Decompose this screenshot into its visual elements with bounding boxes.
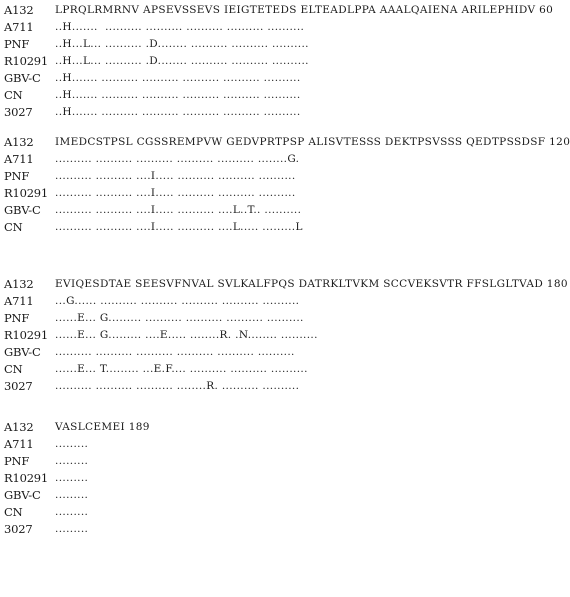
sequence-label: R10291 [4,471,49,485]
alignment-row [4,293,300,310]
alignment-row [4,151,300,168]
alignment-row [4,521,89,538]
sequence-label: PNF [4,311,30,325]
sequence-text: ......... [55,472,89,484]
alignment-row [4,310,304,327]
sequence-text: ......... [55,455,89,467]
sequence-text: ......... [55,523,89,535]
sequence-text: ..H...L... .......... .D........ .......... .......... .......... [55,55,309,67]
alignment-row [4,53,309,70]
sequence-label: GBV-C [4,345,41,359]
alignment-row [4,87,301,104]
alignment-row [4,185,296,202]
sequence-label: R10291 [4,186,49,200]
alignment-row [4,487,89,504]
alignment-row [4,70,301,87]
alignment-row [4,104,301,121]
sequence-text: ...G...... .......... .......... .......... .......... .......... [55,295,300,307]
alignment-row [4,134,570,151]
sequence-label: A132 [4,135,34,149]
sequence-text: .......... .......... .......... .......... .......... .......... [55,346,295,358]
alignment-row [4,327,318,344]
sequence-text: IMEDCSTPSL CGSSREMPVW GEDVPRTPSP ALISVTESSS DEKTPSVSSS QEDTPSSDSF 120 [55,136,570,148]
sequence-label: GBV-C [4,203,41,217]
alignment-row [4,202,302,219]
sequence-label: CN [4,88,23,102]
sequence-text: ......... [55,506,89,518]
sequence-text: ..H....... .......... .......... .......... .......... .......... [55,89,301,101]
alignment-row [4,504,89,521]
sequence-label: A132 [4,420,34,434]
sequence-text: VASLCEMEI 189 [55,421,150,433]
alignment-row [4,453,89,470]
sequence-label: R10291 [4,328,49,342]
sequence-text: .......... .......... .......... ........R. .......... .......... [55,380,300,392]
alignment-row [4,436,89,453]
sequence-text: ......E... G......... ....E..... ........R. .N........ .......... [55,329,318,341]
sequence-label: A711 [4,294,34,308]
sequence-label: CN [4,362,23,376]
sequence-text: ......E... T......... ...E.F.... .......... .......... .......... [55,363,308,375]
sequence-text: .......... .......... ....I..... .......... .......... .......... [55,187,296,199]
sequence-text: ......E... G......... .......... .......... .......... .......... [55,312,304,324]
sequence-label: GBV-C [4,488,41,502]
alignment-row [4,168,296,185]
sequence-label: 3027 [4,522,33,536]
sequence-label: R10291 [4,54,49,68]
sequence-text: .......... .......... .......... .......... .......... ........G. [55,153,300,165]
sequence-label: CN [4,220,23,234]
alignment-row [4,378,300,395]
alignment-row [4,361,308,378]
sequence-text: ......... [55,438,89,450]
sequence-label: A711 [4,20,34,34]
sequence-label: A132 [4,3,34,17]
sequence-text: ..H....... .......... .......... .......... .......... .......... [55,72,301,84]
alignment-row [4,419,150,436]
alignment-row [4,2,554,19]
sequence-text: ......... [55,489,89,501]
sequence-label: A711 [4,152,34,166]
sequence-label: PNF [4,454,30,468]
sequence-label: A132 [4,277,34,291]
sequence-text: .......... .......... ....I..... .......... ....L..... .........L [55,221,303,233]
sequence-text: ..H...L... .......... .D........ .......... .......... .......... [55,38,309,50]
sequence-label: PNF [4,37,30,51]
sequence-text: ..H....... .......... .......... .......... .......... .......... [55,21,305,33]
sequence-text: .......... .......... ....I..... .......... .......... .......... [55,170,296,182]
sequence-label: GBV-C [4,71,41,85]
sequence-text: .......... .......... ....I..... .......... ....L..T.. .......... [55,204,302,216]
alignment-row [4,276,568,293]
sequence-text: LPRQLRMRNV APSEVSSEVS IEIGTETEDS ELTEADLPPA AAALQAIENA ARILEPHIDV 60 [55,4,554,16]
sequence-text: ..H....... .......... .......... .......... .......... .......... [55,106,301,118]
sequence-label: PNF [4,169,30,183]
sequence-text: EVIQESDTAE SEESVFNVAL SVLKALFPQS DATRKLTVKM SCCVEKSVTR FFSLGLTVAD 180 [55,278,568,290]
sequence-label: A711 [4,437,34,451]
alignment-row [4,36,309,53]
alignment-row [4,219,303,236]
sequence-label: 3027 [4,105,33,119]
alignment-row [4,19,305,36]
sequence-label: 3027 [4,379,33,393]
alignment-row [4,344,295,361]
sequence-label: CN [4,505,23,519]
alignment-row [4,470,89,487]
